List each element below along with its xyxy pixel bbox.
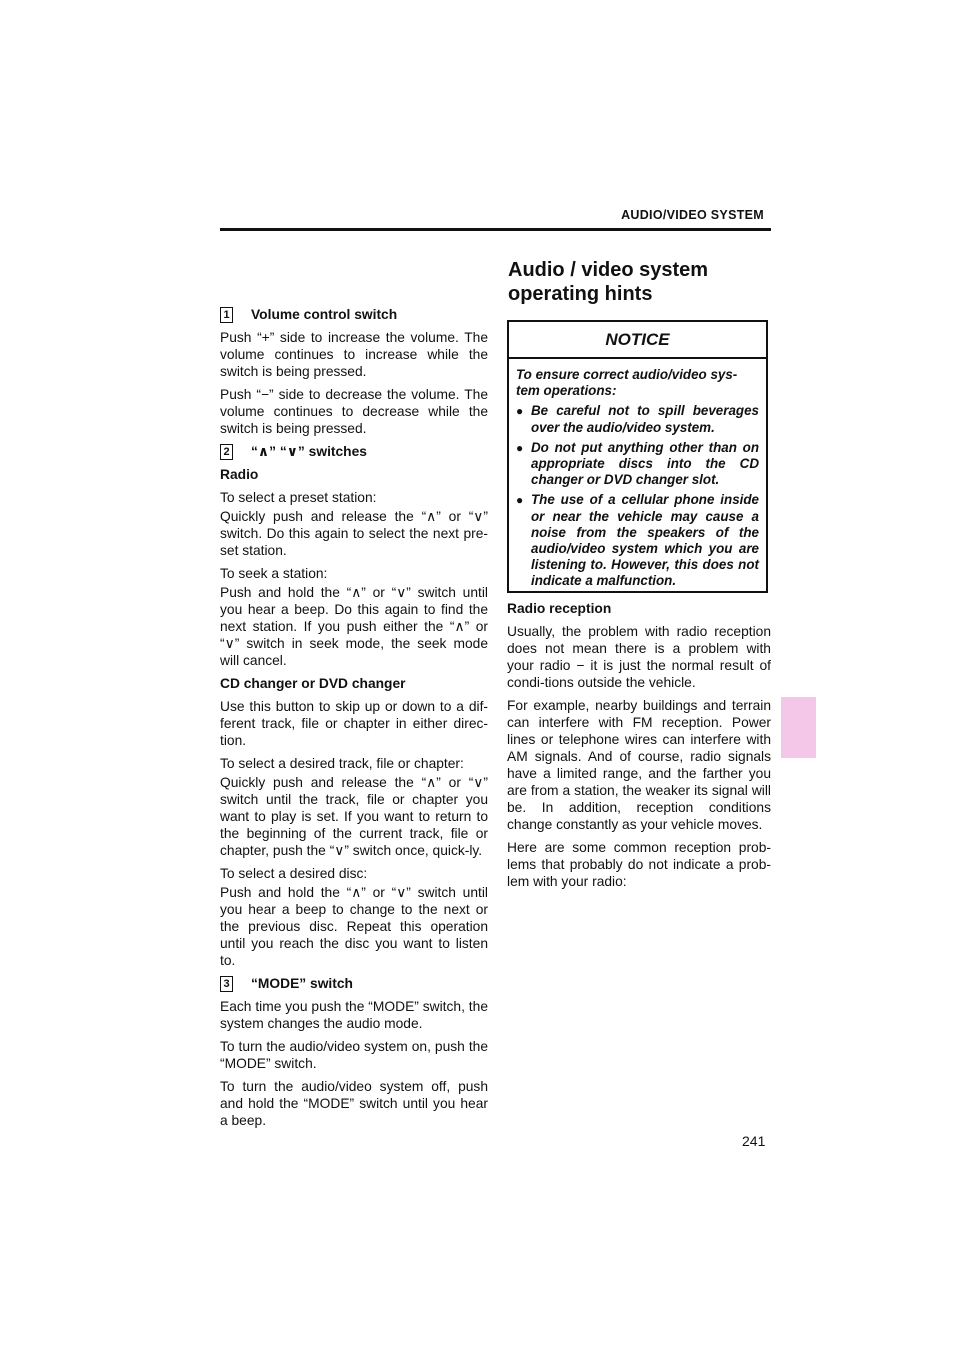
notice-bullet bbox=[516, 492, 759, 589]
paragraph: Push and hold the “∧” or “∨” switch until you hear a beep to change to the next or the previous disc. Repeat this operation until you reach the disc you want to listen to. bbox=[220, 885, 488, 968]
item-3-heading bbox=[220, 975, 488, 992]
notice-intro: To ensure correct audio/video sys-tem operations: bbox=[516, 367, 738, 399]
item-number-box: 1 bbox=[220, 307, 233, 323]
bullet-icon: ● bbox=[516, 440, 524, 455]
paragraph: To select a desired track, file or chapter: bbox=[220, 756, 464, 771]
left-column bbox=[220, 306, 488, 1135]
item-2-heading bbox=[220, 443, 488, 460]
bullet-icon: ● bbox=[516, 404, 524, 419]
paragraph: To select a preset station: bbox=[220, 490, 377, 505]
item-title: “MODE” switch bbox=[251, 976, 353, 991]
paragraph: Quickly push and release the “∧” or “∨” switch until the track, file or chapter you want to play is set. If you want to return to the beginning of the current track, file or chapter, push the “∨” switch once, quick-ly. bbox=[220, 775, 488, 858]
header-rule bbox=[220, 228, 771, 231]
paragraph: Usually, the problem with radio reception does not mean there is a problem with your radio − it is just the normal result of condi-tions outside the vehicle. bbox=[507, 624, 771, 690]
paragraph: Use this button to skip up or down to a dif-ferent track, file or chapter in either direc-tion. bbox=[220, 699, 488, 748]
running-header: AUDIO/VIDEO SYSTEM bbox=[621, 208, 764, 222]
paragraph: Quickly push and release the “∧” or “∨” switch. Do this again to select the next pre-set station. bbox=[220, 509, 488, 558]
page-number: 241 bbox=[742, 1133, 766, 1149]
subheading-radio-reception: Radio reception bbox=[507, 601, 612, 616]
notice-bullet-text: The use of a cellular phone inside or near the vehicle may cause a noise from the speakers of the audio/video system which you are listening to. However, this does not indicate a malfunction. bbox=[531, 492, 759, 589]
item-title: Volume control switch bbox=[251, 307, 398, 322]
item-title: “∧” “∨” switches bbox=[251, 444, 367, 459]
paragraph: Push and hold the “∧” or “∨” switch until you hear a beep. Do this again to find the next station. If you push either the “∧” or “∨” switch in seek mode, the seek mode will cancel. bbox=[220, 585, 488, 668]
notice-bullet bbox=[516, 440, 759, 489]
notice-bullet-text: Do not put anything other than on appropriate discs into the CD changer or DVD changer slot. bbox=[531, 439, 759, 488]
paragraph: To turn the audio/video system off, push and hold the “MODE” switch until you hear a beep. bbox=[220, 1079, 488, 1128]
paragraph: Each time you push the “MODE” switch, the system changes the audio mode. bbox=[220, 999, 488, 1031]
section-title-line-2: operating hints bbox=[508, 283, 653, 305]
notice-heading: NOTICE bbox=[509, 322, 766, 359]
subheading-radio: Radio bbox=[220, 467, 259, 482]
notice-box bbox=[507, 320, 768, 593]
paragraph: For example, nearby buildings and terrain can interfere with FM reception. Power lines or telephone wires can interfere with AM signals. And of course, radio signals have a limited range, and the farther you are from a station, the weaker its signal will be. In addition, reception conditions change constantly as your vehicle moves. bbox=[507, 698, 771, 832]
right-column bbox=[507, 600, 771, 896]
section-thumb-tab bbox=[781, 697, 816, 758]
section-title-line-1: Audio / video system bbox=[508, 259, 709, 281]
paragraph: Here are some common reception prob-lems that probably do not indicate a prob-lem with your radio: bbox=[507, 840, 771, 889]
paragraph: Push “+” side to increase the volume. The volume continues to increase while the switch is being pressed. bbox=[220, 330, 488, 379]
paragraph: To select a desired disc: bbox=[220, 866, 368, 881]
notice-bullet-text: Be careful not to spill beverages over the audio/video system. bbox=[531, 403, 759, 435]
notice-bullet bbox=[516, 403, 759, 435]
notice-body bbox=[509, 359, 766, 590]
section-title bbox=[508, 258, 708, 306]
item-number-box: 2 bbox=[220, 444, 233, 460]
item-1-heading bbox=[220, 306, 488, 323]
subheading-changer: CD changer or DVD changer bbox=[220, 676, 406, 691]
paragraph: To seek a station: bbox=[220, 566, 328, 581]
bullet-icon: ● bbox=[516, 493, 524, 508]
item-number-box: 3 bbox=[220, 976, 233, 992]
paragraph: To turn the audio/video system on, push the “MODE” switch. bbox=[220, 1039, 488, 1071]
paragraph: Push “−” side to decrease the volume. The volume continues to decrease while the switch is being pressed. bbox=[220, 387, 488, 436]
